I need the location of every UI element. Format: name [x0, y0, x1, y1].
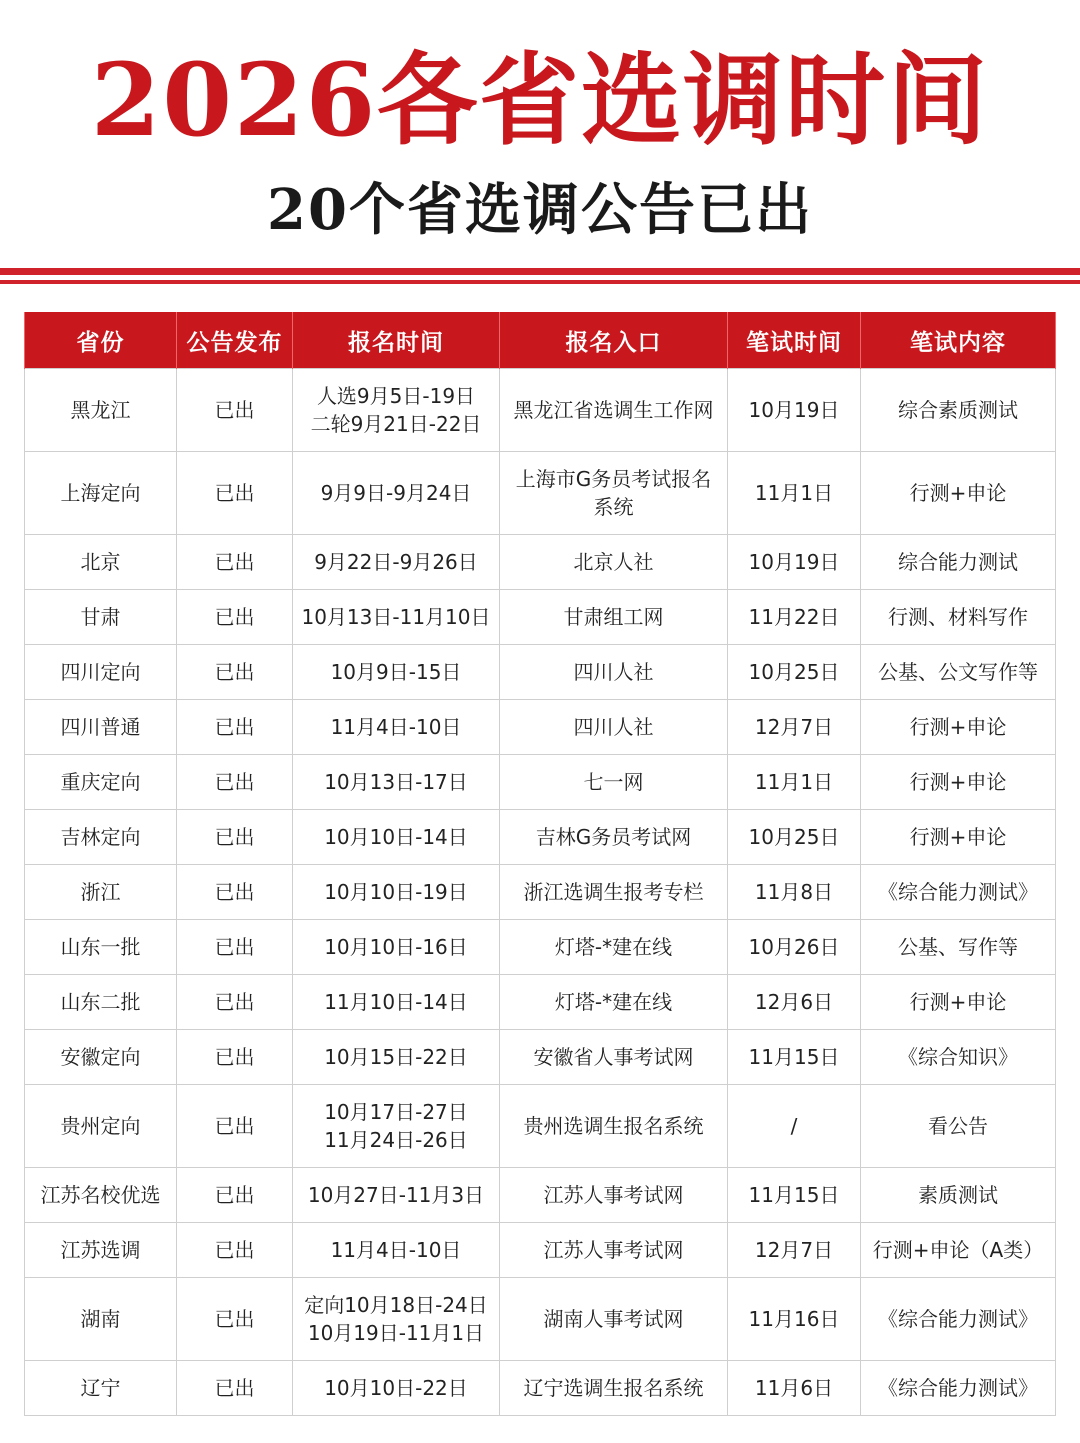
cell-registration-entry	[500, 920, 728, 975]
table-row	[25, 755, 1056, 810]
cell-province: 浙江	[25, 865, 177, 920]
cell-registration-time-line: 10月13日-17日	[324, 770, 468, 794]
cell-exam-content: 行测+申论（A类）	[861, 1223, 1056, 1278]
cell-registration-time	[293, 1278, 500, 1361]
cell-status: 已出	[177, 1361, 293, 1416]
cell-registration-time	[293, 810, 500, 865]
cell-registration-entry-line: 浙江选调生报考专栏	[523, 880, 704, 904]
cell-registration-time	[293, 1085, 500, 1168]
cell-province: 山东二批	[25, 975, 177, 1030]
cell-exam-content: 素质测试	[861, 1168, 1056, 1223]
cell-registration-time	[293, 1361, 500, 1416]
cell-registration-time-line: 10月27日-11月3日	[307, 1183, 485, 1207]
cell-exam-content: 公基、公文写作等	[861, 645, 1056, 700]
cell-registration-entry-line: 四川人社	[573, 715, 654, 739]
table-row	[25, 535, 1056, 590]
cell-registration-entry	[500, 810, 728, 865]
cell-status: 已出	[177, 1168, 293, 1223]
cell-registration-entry	[500, 1361, 728, 1416]
cell-province: 贵州定向	[25, 1085, 177, 1168]
table-row	[25, 1223, 1056, 1278]
cell-exam-time: 11月15日	[728, 1168, 861, 1223]
table-row	[25, 810, 1056, 865]
cell-registration-time	[293, 1223, 500, 1278]
cell-exam-time: 11月16日	[728, 1278, 861, 1361]
table-row	[25, 1168, 1056, 1223]
cell-registration-entry-line: 北京人社	[573, 550, 654, 574]
cell-province: 黑龙江	[25, 369, 177, 452]
cell-registration-time-line: 11月10日-14日	[324, 990, 468, 1014]
cell-exam-content: 《综合能力测试》	[861, 865, 1056, 920]
header-registration-time: 报名时间	[293, 312, 500, 369]
cell-exam-content: 《综合知识》	[861, 1030, 1056, 1085]
cell-registration-time-line: 人选9月5日-19日	[316, 384, 476, 408]
cell-province: 重庆定向	[25, 755, 177, 810]
cell-province: 四川普通	[25, 700, 177, 755]
cell-registration-entry-line: 安徽省人事考试网	[533, 1045, 694, 1069]
header	[0, 0, 1080, 268]
cell-registration-entry	[500, 1030, 728, 1085]
cell-registration-entry-line: 灯塔-*建在线	[554, 990, 673, 1014]
cell-registration-time	[293, 590, 500, 645]
cell-registration-entry-line: 湖南人事考试网	[543, 1307, 684, 1331]
cell-province: 四川定向	[25, 645, 177, 700]
cell-exam-time: 10月19日	[728, 369, 861, 452]
page-title: 2026各省选调时间	[90, 41, 990, 159]
table-row	[25, 1278, 1056, 1361]
cell-registration-entry-line: 甘肃组工网	[563, 605, 664, 629]
cell-registration-time-line: 10月17日-27日	[324, 1100, 468, 1124]
cell-status: 已出	[177, 1278, 293, 1361]
cell-status: 已出	[177, 865, 293, 920]
cell-province: 甘肃	[25, 590, 177, 645]
table-row	[25, 645, 1056, 700]
cell-registration-entry	[500, 590, 728, 645]
cell-status: 已出	[177, 1085, 293, 1168]
cell-registration-entry-line: 吉林G务员考试网	[535, 825, 692, 849]
cell-exam-time: 10月25日	[728, 810, 861, 865]
cell-registration-time-line: 10月9日-15日	[330, 660, 462, 684]
cell-exam-content: 公基、写作等	[861, 920, 1056, 975]
cell-registration-time	[293, 452, 500, 535]
cell-province: 湖南	[25, 1278, 177, 1361]
cell-exam-content: 《综合能力测试》	[861, 1361, 1056, 1416]
cell-status: 已出	[177, 645, 293, 700]
cell-province: 辽宁	[25, 1361, 177, 1416]
table-row	[25, 1361, 1056, 1416]
cell-registration-time	[293, 1030, 500, 1085]
cell-registration-time-line: 10月10日-14日	[324, 825, 468, 849]
cell-registration-entry-line: 灯塔-*建在线	[554, 935, 673, 959]
cell-registration-entry	[500, 1278, 728, 1361]
cell-status: 已出	[177, 535, 293, 590]
cell-status: 已出	[177, 920, 293, 975]
cell-exam-content: 综合能力测试	[861, 535, 1056, 590]
cell-registration-time-line: 10月10日-22日	[324, 1376, 468, 1400]
table-row	[25, 1085, 1056, 1168]
table-row	[25, 590, 1056, 645]
cell-registration-time	[293, 535, 500, 590]
table-row	[25, 1030, 1056, 1085]
cell-exam-content: 行测+申论	[861, 700, 1056, 755]
cell-province: 上海定向	[25, 452, 177, 535]
cell-exam-time: 11月1日	[728, 755, 861, 810]
cell-exam-time: 10月19日	[728, 535, 861, 590]
cell-registration-time-line: 11月24日-26日	[324, 1128, 468, 1152]
cell-registration-entry	[500, 535, 728, 590]
table-row	[25, 975, 1056, 1030]
cell-registration-time-line: 10月13日-11月10日	[301, 605, 491, 629]
cell-exam-content: 行测+申论	[861, 755, 1056, 810]
cell-registration-time	[293, 755, 500, 810]
divider-thick	[0, 268, 1080, 275]
cell-registration-time	[293, 645, 500, 700]
cell-exam-time: 11月8日	[728, 865, 861, 920]
cell-province: 江苏选调	[25, 1223, 177, 1278]
cell-status: 已出	[177, 755, 293, 810]
cell-status: 已出	[177, 810, 293, 865]
cell-exam-time: 10月25日	[728, 645, 861, 700]
cell-exam-time: 12月7日	[728, 1223, 861, 1278]
cell-exam-content: 行测+申论	[861, 452, 1056, 535]
cell-registration-entry	[500, 700, 728, 755]
cell-exam-time: /	[728, 1085, 861, 1168]
table-row	[25, 369, 1056, 452]
cell-registration-time-line: 二轮9月21日-22日	[310, 412, 482, 436]
cell-registration-time-line: 定向10月18日-24日	[304, 1293, 488, 1317]
cell-registration-time	[293, 975, 500, 1030]
cell-registration-entry	[500, 975, 728, 1030]
header-announcement: 公告发布	[177, 312, 293, 369]
cell-registration-time	[293, 920, 500, 975]
cell-exam-content: 行测+申论	[861, 810, 1056, 865]
cell-status: 已出	[177, 369, 293, 452]
cell-status: 已出	[177, 1223, 293, 1278]
cell-registration-time-line: 10月10日-19日	[324, 880, 468, 904]
cell-registration-entry-line: 四川人社	[573, 660, 654, 684]
cell-province: 安徽定向	[25, 1030, 177, 1085]
cell-registration-time-line: 10月15日-22日	[324, 1045, 468, 1069]
cell-registration-entry	[500, 1223, 728, 1278]
cell-registration-time-line: 11月4日-10日	[330, 715, 462, 739]
cell-registration-entry-line: 黑龙江省选调生工作网	[513, 398, 714, 422]
cell-registration-time	[293, 700, 500, 755]
cell-province: 北京	[25, 535, 177, 590]
cell-exam-time: 11月1日	[728, 452, 861, 535]
table-row	[25, 865, 1056, 920]
cell-registration-entry	[500, 452, 728, 535]
page-subtitle: 20个省选调公告已出	[267, 177, 813, 243]
divider-thin	[0, 280, 1080, 284]
schedule-table	[24, 312, 1056, 1416]
header-exam-content: 笔试内容	[861, 312, 1056, 369]
cell-registration-time-line: 10月19日-11月1日	[307, 1321, 485, 1345]
cell-registration-entry-line: 系统	[593, 495, 634, 519]
header-province: 省份	[25, 312, 177, 369]
cell-registration-entry-line: 贵州选调生报名系统	[523, 1114, 704, 1138]
cell-registration-time	[293, 369, 500, 452]
table-body	[25, 369, 1056, 1416]
cell-registration-time	[293, 865, 500, 920]
cell-registration-time-line: 10月10日-16日	[324, 935, 468, 959]
cell-registration-entry	[500, 1168, 728, 1223]
table-row	[25, 920, 1056, 975]
cell-status: 已出	[177, 452, 293, 535]
cell-registration-entry	[500, 865, 728, 920]
header-registration-entry: 报名入口	[500, 312, 728, 369]
cell-registration-entry-line: 上海市G务员考试报名	[515, 467, 712, 491]
cell-registration-entry-line: 江苏人事考试网	[543, 1238, 684, 1262]
cell-province: 山东一批	[25, 920, 177, 975]
cell-exam-content: 看公告	[861, 1085, 1056, 1168]
table-row	[25, 700, 1056, 755]
cell-registration-entry-line: 辽宁选调生报名系统	[523, 1376, 704, 1400]
cell-exam-time: 11月22日	[728, 590, 861, 645]
cell-exam-time: 10月26日	[728, 920, 861, 975]
cell-registration-time	[293, 1168, 500, 1223]
cell-exam-content: 综合素质测试	[861, 369, 1056, 452]
cell-province: 江苏名校优选	[25, 1168, 177, 1223]
cell-exam-time: 11月15日	[728, 1030, 861, 1085]
cell-registration-entry-line: 江苏人事考试网	[543, 1183, 684, 1207]
cell-status: 已出	[177, 1030, 293, 1085]
cell-registration-time-line: 9月9日-9月24日	[320, 481, 472, 505]
cell-exam-content: 《综合能力测试》	[861, 1278, 1056, 1361]
table-row	[25, 452, 1056, 535]
cell-status: 已出	[177, 975, 293, 1030]
header-exam-time: 笔试时间	[728, 312, 861, 369]
cell-exam-content: 行测、材料写作	[861, 590, 1056, 645]
cell-exam-time: 11月6日	[728, 1361, 861, 1416]
cell-status: 已出	[177, 590, 293, 645]
cell-registration-time-line: 9月22日-9月26日	[314, 550, 478, 574]
cell-registration-entry	[500, 645, 728, 700]
cell-exam-time: 12月6日	[728, 975, 861, 1030]
cell-registration-time-line: 11月4日-10日	[330, 1238, 462, 1262]
cell-status: 已出	[177, 700, 293, 755]
cell-registration-entry-line: 七一网	[583, 770, 644, 794]
cell-exam-content: 行测+申论	[861, 975, 1056, 1030]
table-header-row	[25, 312, 1056, 369]
cell-exam-time: 12月7日	[728, 700, 861, 755]
cell-registration-entry	[500, 1085, 728, 1168]
cell-registration-entry	[500, 755, 728, 810]
cell-province: 吉林定向	[25, 810, 177, 865]
cell-registration-entry	[500, 369, 728, 452]
